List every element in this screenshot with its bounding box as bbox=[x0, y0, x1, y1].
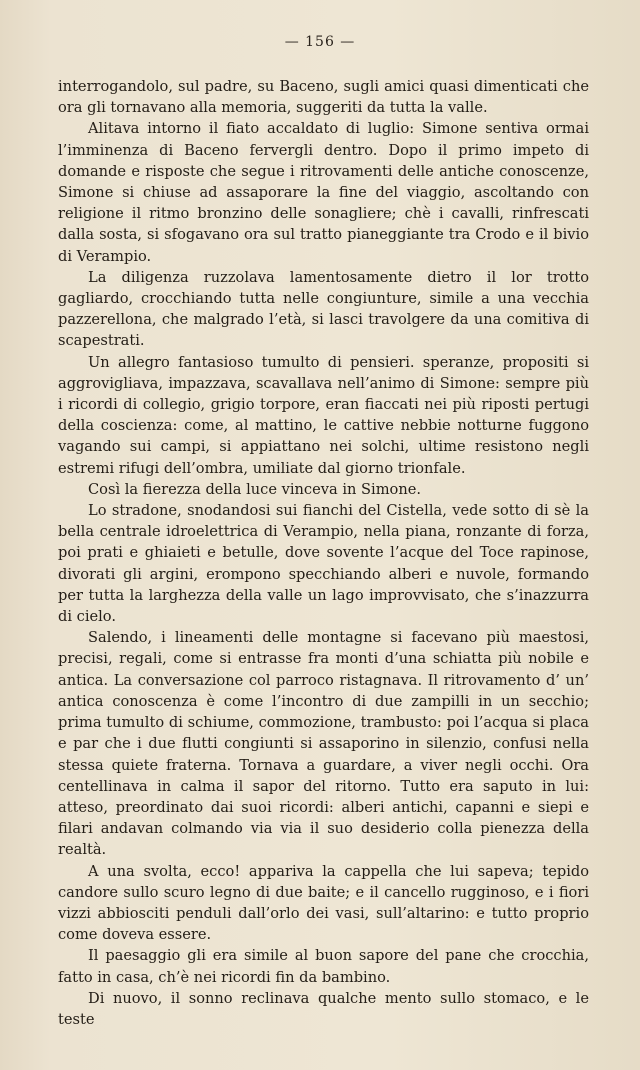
paragraph: interrogandolo, sul padre, su Baceno, sugli amici quasi dimenticati che ora gli tornavano alla memoria, suggeriti da tutta la valle. bbox=[58, 78, 589, 117]
paragraph: Un allegro fantasioso tumulto di pensieri. speranze, propositi si aggrovigliava, impazzava, scavallava nell’animo di Simone: sempre più i ricordi di collegio, grigio torpore, eran fiaccati nei più riposti pertugi della coscienza: come, al mattino, le cattive nebbie notturne fuggono vagando sui campi, si appiattano nei solchi, ultime resistono negli estremi rifugi dell’ombra, umiliate dal giorno trionfale. bbox=[58, 353, 589, 477]
paragraph: Salendo, i lineamenti delle montagne si facevano più maestosi, precisi, regali, come si entrasse fra monti d’una schiatta più nobile e antica. La conversazione col parroco ristagnava. Il ritrovamento d’ un’ antica conoscenza è come l’incontro di due zampilli in un secchio; prima tumulto di schiume, commozione, trambusto: poi l’acqua si placa e par che i due flutti congiunti si assaporino in silenzio, confusi nella stessa quiete fraterna. Tornava a guardare, a viver negli occhi. Ora centellinava in calma il sapor del ritorno. Tutto era saputo in lui: atteso, preordinato dai suoi ricordi: alberi antichi, capanni e siepi e filari andavan colmando via via il suo desiderio colla pienezza della realtà. bbox=[58, 629, 589, 859]
paragraph: Il paesaggio gli era simile al buon sapore del pane che crocchia, fatto in casa, ch’è nei ricordi fin da bambino. bbox=[58, 947, 589, 986]
paragraph: Alitava intorno il fiato accaldato di luglio: Simone sentiva ormai l’imminenza di Baceno fervergli dentro. Dopo il primo impeto di domande e risposte che segue i ritrovamenti delle antiche conoscenze, Simone si chiuse ad assaporare la fine del viaggio, ascoltando con religione il ritmo bronzino delle sonagliere; chè i cavalli, rinfrescati dalla sosta, si sfogavano ora sul tratto pianeggiante tra Crodo e il bivio di Verampio. bbox=[58, 120, 589, 265]
paragraph: Di nuovo, il sonno reclinava qualche mento sullo stomaco, e le teste bbox=[58, 989, 589, 1028]
paragraph: A una svolta, ecco! appariva la cappella che lui sapeva; tepido candore sullo scuro legno di due baite; e il cancello rugginoso, e i fiori vizzi abbiosciti penduli dall’orlo dei vasi, sull’altarino: e tutto proprio come doveva essere. bbox=[58, 862, 589, 944]
body-text bbox=[58, 76, 589, 1030]
paragraph: La diligenza ruzzolava lamentosamente dietro il lor trotto gagliardo, crocchiando tutta nelle congiunture, simile a una vecchia pazzerellona, che malgrado l’età, si lasci travolgere da una comitiva di scapestrati. bbox=[58, 268, 589, 350]
paragraph: Così la fierezza della luce vinceva in Simone. bbox=[88, 480, 421, 498]
paragraph: Lo stradone, snodandosi sui fianchi del Cistella, vede sotto di sè la bella centrale idroelettrica di Verampio, nella piana, ronzante di forza, poi prati e ghiaieti e betulle, dove sovente l’acque del Toce rapinose, divorati gli argini, erompono specchiando alberi e nuvole, formando per tutta la larghezza della valle un lago improvvisato, che s’inazzurra di cielo. bbox=[58, 502, 589, 626]
page-number: — 156 — bbox=[284, 34, 356, 50]
